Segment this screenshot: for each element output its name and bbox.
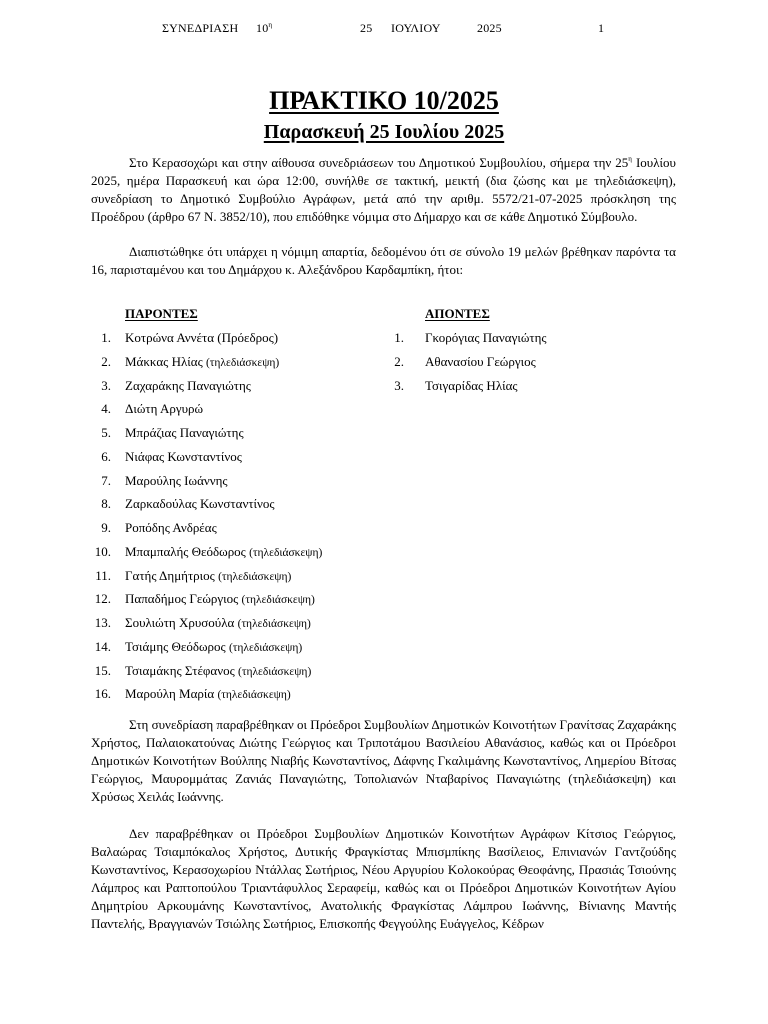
member-name bbox=[125, 377, 251, 395]
member-name bbox=[425, 377, 518, 395]
member-item bbox=[91, 424, 411, 448]
member-item bbox=[91, 377, 411, 401]
member-name bbox=[125, 638, 302, 657]
member-item bbox=[91, 567, 411, 591]
member-name-text: Ζαχαράκης Παναγιώτης bbox=[125, 377, 251, 393]
member-name-text: Μάκκας Ηλίας bbox=[125, 353, 203, 369]
member-attendance-note: (τηλεδιάσκεψη) bbox=[217, 689, 291, 702]
member-number: 3. bbox=[101, 377, 111, 393]
member-item bbox=[91, 662, 411, 686]
member-attendance-note: (τηλεδιάσκεψη) bbox=[205, 356, 280, 369]
header-session-label: ΣΥΝΕΔΡΙΑΣΗ bbox=[162, 21, 239, 35]
member-item bbox=[91, 638, 411, 662]
member-number: 11. bbox=[95, 567, 111, 583]
member-name-text: Τσιάμης Θεόδωρος bbox=[125, 638, 226, 654]
member-name bbox=[425, 353, 536, 371]
absent-members-list bbox=[384, 329, 684, 400]
member-name bbox=[125, 685, 291, 704]
member-name bbox=[125, 543, 322, 562]
member-name-text: Ροπόδης Ανδρέας bbox=[125, 520, 217, 535]
member-number: 5. bbox=[101, 425, 111, 440]
member-name-text: Γκορόγιας Παναγιώτης bbox=[425, 330, 547, 345]
member-item bbox=[91, 685, 411, 709]
member-number: 14. bbox=[94, 638, 111, 654]
member-attendance-note: (τηλεδιάσκεψη) bbox=[249, 546, 323, 559]
member-item bbox=[91, 472, 411, 496]
member-number: 13. bbox=[94, 615, 111, 630]
member-name bbox=[125, 519, 217, 537]
document-title: ΠΡΑΚΤΙΚΟ 10/2025 bbox=[269, 86, 499, 115]
member-name-text: Νιάφας Κωνσταντίνος bbox=[125, 448, 242, 464]
member-name bbox=[425, 329, 547, 347]
member-name-text: Ζαρκαδούλας Κωνσταντίνος bbox=[125, 496, 275, 512]
member-number: 4. bbox=[101, 401, 111, 417]
member-name bbox=[125, 353, 279, 372]
member-number: 8. bbox=[101, 496, 111, 512]
member-name bbox=[125, 448, 242, 466]
member-item bbox=[384, 377, 684, 401]
member-item bbox=[384, 353, 684, 377]
member-name-text: Διώτη Αργυρώ bbox=[125, 401, 204, 417]
member-attendance-note: (τηλεδιάσκεψη) bbox=[241, 594, 315, 607]
header-page-number: 1 bbox=[598, 21, 605, 35]
member-name-text: Σουλιώτη Χρυσούλα bbox=[125, 615, 235, 630]
intro-paragraph: Στο Κερασοχώρι και στην αίθουσα συνεδριάσεων του Δημοτικού Συμβουλίου, σήμερα την $25^\eta$ Ιουλίου 2025, ημέρα Παρασκευή και ώρα 12:00, συνήλθε σε τακτική, μεικτή (δια ζώσης και με τηλεδιάσκεψη), συνεδρίαση το Δημοτικό Συμβούλιο Αγράφων, μετά από την αριθμ. 5572/21-07-2025 πρόσκληση της Προέδρου (άρθρο 67 Ν. 3852/10), που επιδόθηκε νόμιμα στο Δήμαρχο και σε κάθε Δημοτικό Σύμβουλο. bbox=[91, 155, 676, 224]
member-name-text: Τσιαμάκης Στέφανος bbox=[125, 662, 235, 678]
member-item bbox=[91, 495, 411, 519]
member-item bbox=[91, 543, 411, 567]
member-name-text: Γατής Δημήτριος bbox=[125, 567, 215, 583]
absent-presidents-paragraph: Δεν παραβρέθηκαν οι Πρόεδροι Συμβουλίων Δημοτικών Κοινοτήτων Αγράφων Κίτσιος Γεώργιος, Βαλαώρας Τσιαμπόκαλος Χρήστος, Δυτικής Φραγκίστας Μπισμπίκης Βασίλειος, Επινιανών Γαντζούδης Κωνσταντίνος, Κερασοχωρίου Ντάλλας Σωτήριος, Νέου Αργυρίου Κολοκούρας Θεοφάνης, Πρασιάς Τσιούνης Λάμπρος και Ραπτοπούλου Τριαντάφυλλος Σεραφείμ, καθώς και οι Πρόεδροι Δημοτικών Κοινοτήτων Αγίου Δημητρίου Αρκουμάνης Κωνσταντίνος, Ανατολικής Φραγκίστας Λάμπρου Ιωάννης, Βίνιανης Μαντής Παντελής, Βραγγιανών Τσιώλης Σωτήριος, Επισκοπής Φεγγούλης Ευάγγελος, Κέδρων bbox=[91, 826, 676, 931]
member-name bbox=[125, 329, 278, 347]
member-item bbox=[91, 329, 411, 353]
member-number: 2. bbox=[101, 353, 111, 369]
member-number: 1. bbox=[394, 330, 404, 345]
member-attendance-note: (τηλεδιάσκεψη) bbox=[238, 665, 312, 678]
member-name-text: Μπράζιας Παναγιώτης bbox=[125, 425, 244, 440]
member-name-text: Αθανασίου Γεώργιος bbox=[425, 353, 536, 369]
member-number: 9. bbox=[101, 520, 111, 535]
member-name bbox=[125, 424, 244, 442]
member-name bbox=[125, 590, 315, 609]
member-number: 12. bbox=[94, 591, 111, 607]
header-year: 2025 bbox=[477, 21, 502, 35]
member-name-text: Μαρούλης Ιωάννης bbox=[125, 472, 228, 488]
member-item bbox=[91, 614, 411, 638]
header-day: 25 bbox=[360, 21, 373, 35]
member-name bbox=[125, 614, 311, 633]
member-item bbox=[91, 519, 411, 543]
header-session-number: $10^\eta$ bbox=[256, 21, 273, 35]
member-name-text: Μαρούλη Μαρία bbox=[125, 686, 215, 702]
member-name bbox=[125, 495, 275, 513]
present-heading: ΠΑΡΟΝΤΕΣ bbox=[125, 306, 198, 321]
attended-presidents-paragraph: Στη συνεδρίαση παραβρέθηκαν οι Πρόεδροι Συμβουλίων Δημοτικών Κοινοτήτων Γρανίτσας Ζαχαράκης Χρήστος, Παλαιοκατούνας Διώτης Γεώργιος και Τριποτάμου Βασιλείου Αθανάσιος, καθώς και οι Πρόεδροι Δημοτικών Κοινοτήτων Βούλπης Νιαβής Κωνσταντίνος, Δάφνης Γκαλιμάνης Κωνσταντίνος, Λημερίου Βίτσας Γεώργιος, Μαυρομμάτας Ζανιάς Παναγιώτης, Τοπολιανών Νταβαρίνος Παναγιώτης (τηλεδιάσκεψη) και Χρύσως Χειλάς Ιωάννης. bbox=[91, 717, 676, 804]
document-subtitle: Παρασκευή 25 Ιουλίου 2025 bbox=[263, 121, 505, 143]
member-name bbox=[125, 662, 311, 681]
member-name-text: Κοτρώνα Αννέτα (Πρόεδρος) bbox=[125, 330, 279, 345]
member-number: 15. bbox=[94, 662, 111, 678]
member-item bbox=[384, 329, 684, 353]
member-number: 10. bbox=[94, 543, 111, 559]
absent-heading: ΑΠΟΝΤΕΣ bbox=[425, 306, 490, 321]
member-number: 2. bbox=[394, 353, 404, 369]
member-attendance-note: (τηλεδιάσκεψη) bbox=[218, 570, 292, 583]
member-item bbox=[91, 400, 411, 424]
member-number: 3. bbox=[394, 377, 404, 393]
member-number: 7. bbox=[101, 472, 111, 488]
member-number: 6. bbox=[101, 448, 111, 464]
member-name-text: Μπαμπαλής Θεόδωρος bbox=[125, 543, 246, 559]
member-name bbox=[125, 567, 291, 586]
member-name-text: Τσιγαρίδας Ηλίας bbox=[425, 377, 518, 393]
member-item bbox=[91, 448, 411, 472]
member-name bbox=[125, 472, 228, 490]
member-item bbox=[91, 590, 411, 614]
member-name bbox=[125, 400, 203, 418]
member-item bbox=[91, 353, 411, 377]
member-attendance-note: (τηλεδιάσκεψη) bbox=[228, 641, 303, 654]
member-number: 16. bbox=[94, 686, 111, 702]
member-number: 1. bbox=[101, 330, 111, 345]
present-members-list bbox=[91, 329, 411, 709]
member-name-text: Παπαδήμος Γεώργιος bbox=[125, 591, 239, 607]
quorum-paragraph: Διαπιστώθηκε ότι υπάρχει η νόμιμη απαρτία, δεδομένου ότι σε σύνολο 19 μελών βρέθηκαν παρόντα τα 16, παρισταμένου και του Δημάρχου κ. Αλεξάνδρου Καρδαμπίκη, ήτοι: bbox=[91, 244, 676, 277]
header-month: ΙΟΥΛΙΟΥ bbox=[391, 21, 441, 35]
member-attendance-note: (τηλεδιάσκεψη) bbox=[237, 618, 311, 630]
